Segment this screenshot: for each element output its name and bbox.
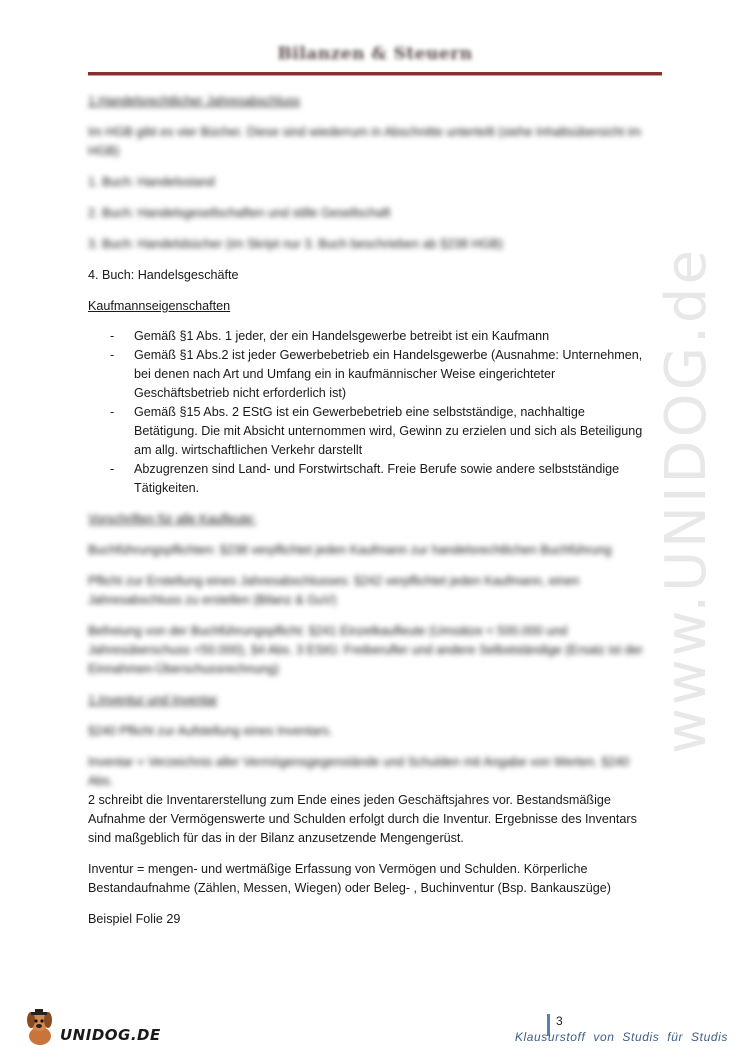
vorschrift-paragraph: Buchführungspflichten: §238 verpflichtet jeden Kaufmann zur handelsrechtlichen Buchführung	[88, 543, 612, 557]
section-heading-vorschriften: Vorschriften für alle Kaufleute:	[88, 512, 257, 526]
list-item: - Gemäß §1 Abs.2 ist jeder Gewerbebetrieb ein Handelsgewerbe (Ausnahme: Unternehmen, bei denen nach Art und Umfang ein in kaufmännischer Weise eingerichteter Geschäftsbetrieb nicht erforderlich ist)	[110, 348, 643, 400]
book-item: 3. Buch: Handelsbücher (im Skript nur 3. Buch beschrieben ab §238 HGB)	[88, 237, 504, 251]
dog-icon	[22, 1008, 58, 1048]
kaufmann-list	[110, 327, 650, 498]
book-item: 4. Buch: Handelsgeschäfte	[88, 268, 239, 282]
section-heading-kaufmann: Kaufmannseigenschaften	[88, 299, 231, 313]
bullet-marker: -	[110, 462, 115, 476]
section-heading-inventar: 1.Inventur und Inventar	[88, 693, 218, 707]
section-intro: Im HGB gibt es vier Bücher. Diese sind wiederrum in Abschnitte unterteilt (siehe Inhaltsübersicht im HGB)	[88, 125, 641, 158]
bullet-marker: -	[110, 329, 115, 343]
book-item: 2. Buch: Handelsgesellschaften und stille Gesellschaft	[88, 206, 391, 220]
vorschrift-paragraph: Pflicht zur Erstellung eines Jahresabschlusses: §242 verpflichtet jeden Kaufmann, einen Jahresabschluss zu erstellen (Bilanz & GuV)	[88, 574, 580, 607]
page-title: Bilanzen & Steuern	[277, 44, 473, 64]
watermark	[646, 246, 726, 754]
vorschrift-paragraph: Befreiung von der Buchführungspflicht: §241 Einzelkaufleute (Umsätze < 500.000 und Jahresüberschuss <50.000), §4 Abs. 3 EStG: Freiberufler und andere Selbstständige (Ersatz ist der Einnahmen-Überschussrechnung)	[88, 624, 643, 676]
list-item: - Gemäß §15 Abs. 2 EStG ist ein Gewerbebetrieb eine selbstständige, nachhaltige Betätigung. Die mit Absicht unternommen wird, Gewinn zu erzielen und sich als Beteiligung am allg. wirtschaftlichen Verkehr darstellt	[110, 405, 643, 457]
inventar-paragraph-blurred-line: Inventar = Verzeichnis aller Vermögensgegenstände und Schulden mit Angabe von Werten. §240 Abs.	[88, 755, 630, 788]
bullet-marker: -	[110, 405, 115, 419]
example-note: Beispiel Folie 29	[88, 912, 181, 926]
unidog-logo	[22, 1008, 161, 1048]
page-number: 3	[556, 1014, 563, 1028]
document-body	[88, 92, 650, 941]
page-header	[88, 44, 662, 75]
title-rule	[88, 72, 662, 75]
inventar-paragraph: §240 Pflicht zur Aufstellung eines Inventars.	[88, 724, 333, 738]
book-item: 1. Buch: Handelsstand	[88, 175, 215, 189]
inventar-paragraph: 2 schreibt die Inventarerstellung zum Ende eines jeden Geschäftsjahres vor. Bestandsmäßige Aufnahme der Vermögenswerte und Schulden erfolgt durch die Inventur. Ergebnisse des Inventars sind maßgeblich für das in der Bilanz anzusetzende Mengengerüst.	[88, 793, 637, 845]
footer-tagline: Klausurstoff von Studis für Studis	[514, 1030, 728, 1044]
bullet-marker: -	[110, 348, 115, 362]
list-item: - Gemäß §1 Abs. 1 jeder, der ein Handelsgewerbe betreibt ist ein Kaufmann	[110, 327, 650, 346]
section-heading-jahresabschluss: 1.Handelsrechtlicher Jahresabschluss	[88, 94, 301, 108]
list-item: - Abzugrenzen sind Land- und Forstwirtschaft. Freie Berufe sowie andere selbstständige Tätigkeiten.	[110, 462, 620, 495]
inventur-paragraph: Inventur = mengen- und wertmäßige Erfassung von Vermögen und Schulden. Körperliche Bestandaufnahme (Zählen, Messen, Wiegen) oder Beleg- , Buchinventur (Bsp. Bankauszüge)	[88, 862, 611, 895]
watermark-text: www.UNIDOG.de	[653, 246, 719, 754]
logo-text: UNIDOG.DE	[60, 1026, 161, 1044]
